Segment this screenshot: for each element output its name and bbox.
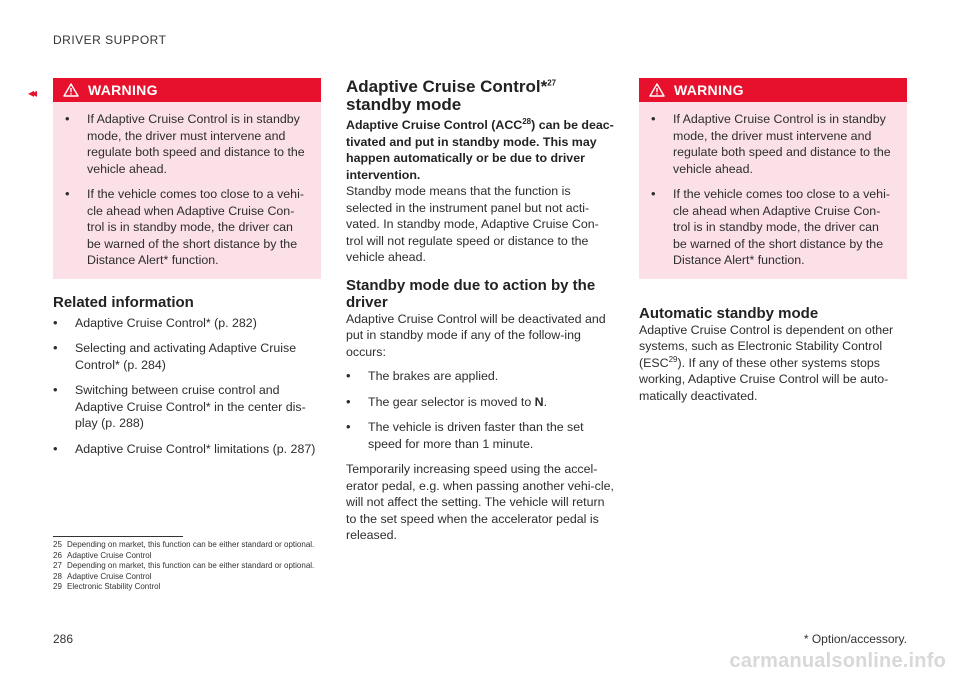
- footnote: [53, 582, 314, 593]
- intro-text-b: ) can be deac-tivated and put in standby mode. This may happen automatically or be due to driver intervention.: [346, 118, 614, 182]
- related-link[interactable]: • Adaptive Cruise Control* (p. 282): [53, 315, 321, 332]
- deactivation-list: [346, 368, 614, 452]
- standby-description: Standby mode means that the function is selected in the instrument panel but not acti-vated. In standby mode, Adaptive Cruise Con-trol will not regulate speed or distance to the vehicle ahead.: [346, 184, 599, 264]
- intro-footnote-ref[interactable]: 28: [522, 116, 532, 126]
- warning-list: [53, 102, 321, 269]
- accelerator-note: Temporarily increasing speed using the accel-erator pedal, e.g. when passing another vehi-cle, will not affect the setting. The vehicle will return to the set speed when the accelerator pedal is released.: [346, 462, 614, 542]
- footnote-number: 27: [53, 561, 62, 570]
- related-info-heading: Related information: [53, 293, 194, 311]
- footnotes: [53, 540, 314, 593]
- back-navigation-icon[interactable]: ◂◂: [28, 86, 35, 100]
- deactivation-intro: Adaptive Cruise Control will be deactivated and put in standby mode if any of the follow-ing occurs:: [346, 311, 606, 359]
- deactivation-item: • The vehicle is driven faster than the set speed for more than 1 minute.: [346, 419, 614, 452]
- warning-box: [639, 78, 907, 279]
- deactivation-item: [346, 394, 614, 411]
- warning-header: [639, 78, 907, 102]
- warning-item: • If Adaptive Cruise Control is in standby mode, the driver must intervene and regulate both speed and distance to the vehicle ahead.: [65, 111, 309, 177]
- title-text: Adaptive Cruise Control*: [346, 77, 548, 96]
- footnote: [53, 561, 314, 572]
- option-accessory-note: * Option/accessory.: [803, 632, 907, 646]
- item-period: .: [543, 394, 548, 409]
- footnote-text: Electronic Stability Control: [67, 582, 161, 591]
- related-link[interactable]: • Adaptive Cruise Control* limitations (p. 287): [53, 441, 321, 458]
- footnote-divider: [53, 536, 183, 537]
- watermark: carmanualsonline.info: [729, 650, 946, 672]
- auto-standby-heading: Automatic standby mode: [639, 304, 819, 322]
- gear-neutral-label: N: [534, 394, 544, 409]
- warning-item: • If the vehicle comes too close to a vehi-cle ahead when Adaptive Cruise Con-trol is in standby mode, the driver can be warned of the short distance by the Distance Alert* function.: [65, 186, 309, 269]
- item-text: The gear selector is moved to: [368, 394, 535, 409]
- warning-item: • If the vehicle comes too close to a vehi-cle ahead when Adaptive Cruise Con-trol is in standby mode, the driver can be warned of the short distance by the Distance Alert* function.: [651, 186, 895, 269]
- footnote-text: Adaptive Cruise Control: [67, 571, 152, 581]
- intro-text-a: Adaptive Cruise Control (ACC: [346, 118, 523, 132]
- warning-list: [639, 102, 907, 269]
- subheading-driver-action: Standby mode due to action by the driver: [346, 276, 596, 311]
- footnote-number: 25: [53, 540, 62, 549]
- intro-paragraph: [346, 117, 614, 183]
- warning-title: WARNING: [674, 82, 744, 98]
- title-footnote-ref[interactable]: 27: [547, 78, 557, 88]
- column-middle: [346, 78, 614, 544]
- warning-triangle-icon: [63, 83, 79, 97]
- footnote-number: 26: [53, 550, 62, 560]
- auto-text-a: Adaptive Cruise Control is dependent on other systems, such as Electronic Stability Control (ESC: [639, 322, 894, 370]
- section-title: [346, 78, 614, 114]
- section-header: DRIVER SUPPORT: [53, 33, 167, 47]
- column-left: [53, 78, 321, 466]
- footnote: [53, 551, 314, 562]
- footnote-text: Depending on market, this function can be either standard or optional.: [67, 561, 315, 570]
- footnote: [53, 572, 314, 583]
- related-link[interactable]: • Switching between cruise control and Adaptive Cruise Control* in the center dis-play (p. 288): [53, 382, 321, 432]
- footnote-text: Depending on market, this function can be either standard or optional.: [67, 540, 315, 549]
- footnote: [53, 540, 314, 551]
- deactivation-item: • The brakes are applied.: [346, 368, 614, 385]
- auto-text-b: ). If any of these other systems stops working, Adaptive Cruise Control will be auto-matically deactivated.: [639, 355, 889, 403]
- warning-box: [53, 78, 321, 279]
- title-tail: standby mode: [346, 95, 462, 114]
- footnote-number: 28: [53, 571, 62, 581]
- warning-triangle-icon: [649, 83, 665, 97]
- column-right: [639, 78, 907, 404]
- footnote-number: 29: [53, 582, 62, 591]
- page-number: 286: [53, 632, 74, 646]
- auto-footnote-ref[interactable]: 29: [668, 354, 678, 364]
- footnote-text: Adaptive Cruise Control: [67, 550, 152, 560]
- related-link[interactable]: • Selecting and activating Adaptive Cruise Control* (p. 284): [53, 340, 321, 373]
- warning-title: WARNING: [88, 82, 158, 98]
- warning-item: • If Adaptive Cruise Control is in standby mode, the driver must intervene and regulate both speed and distance to the vehicle ahead.: [651, 111, 895, 177]
- warning-header: [53, 78, 321, 102]
- related-info-list: [53, 315, 321, 458]
- auto-standby-text: [639, 322, 907, 405]
